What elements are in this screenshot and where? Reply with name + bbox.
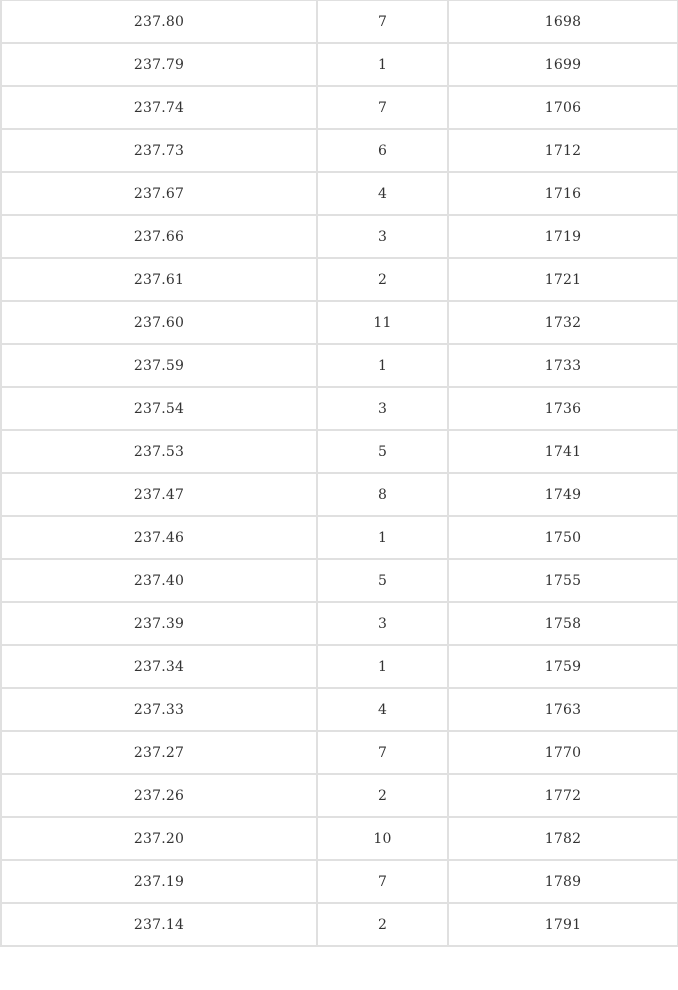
score-cell: 237.39 bbox=[1, 602, 317, 645]
cumulative-cell: 1755 bbox=[448, 559, 678, 602]
cumulative-cell: 1712 bbox=[448, 129, 678, 172]
table-row bbox=[1, 817, 678, 860]
cumulative-cell: 1736 bbox=[448, 387, 678, 430]
score-cell: 237.66 bbox=[1, 215, 317, 258]
count-cell: 2 bbox=[317, 258, 448, 301]
cumulative-cell: 1770 bbox=[448, 731, 678, 774]
table-row bbox=[1, 129, 678, 172]
cumulative-cell: 1698 bbox=[448, 0, 678, 43]
score-cell: 237.40 bbox=[1, 559, 317, 602]
count-cell: 1 bbox=[317, 43, 448, 86]
score-cell: 237.19 bbox=[1, 860, 317, 903]
score-cell: 237.34 bbox=[1, 645, 317, 688]
cumulative-cell: 1749 bbox=[448, 473, 678, 516]
score-cell: 237.27 bbox=[1, 731, 317, 774]
count-cell: 3 bbox=[317, 215, 448, 258]
cumulative-cell: 1706 bbox=[448, 86, 678, 129]
table-row bbox=[1, 860, 678, 903]
cumulative-cell: 1759 bbox=[448, 645, 678, 688]
table-row bbox=[1, 731, 678, 774]
count-cell: 6 bbox=[317, 129, 448, 172]
table-body bbox=[1, 0, 678, 946]
count-cell: 2 bbox=[317, 774, 448, 817]
table-row bbox=[1, 473, 678, 516]
score-cell: 237.33 bbox=[1, 688, 317, 731]
score-cell: 237.59 bbox=[1, 344, 317, 387]
score-cell: 237.47 bbox=[1, 473, 317, 516]
score-cell: 237.74 bbox=[1, 86, 317, 129]
cumulative-cell: 1763 bbox=[448, 688, 678, 731]
table-row bbox=[1, 387, 678, 430]
cumulative-cell: 1791 bbox=[448, 903, 678, 946]
score-cell: 237.53 bbox=[1, 430, 317, 473]
score-cell: 237.73 bbox=[1, 129, 317, 172]
count-cell: 5 bbox=[317, 559, 448, 602]
cumulative-cell: 1758 bbox=[448, 602, 678, 645]
table-row bbox=[1, 301, 678, 344]
table-row bbox=[1, 516, 678, 559]
table-row bbox=[1, 0, 678, 43]
count-cell: 1 bbox=[317, 645, 448, 688]
table-row bbox=[1, 774, 678, 817]
cumulative-cell: 1782 bbox=[448, 817, 678, 860]
table-row bbox=[1, 688, 678, 731]
count-cell: 2 bbox=[317, 903, 448, 946]
score-cell: 237.46 bbox=[1, 516, 317, 559]
count-cell: 7 bbox=[317, 86, 448, 129]
count-cell: 5 bbox=[317, 430, 448, 473]
count-cell: 7 bbox=[317, 860, 448, 903]
cumulative-cell: 1772 bbox=[448, 774, 678, 817]
score-cell: 237.54 bbox=[1, 387, 317, 430]
table-row bbox=[1, 344, 678, 387]
score-cell: 237.26 bbox=[1, 774, 317, 817]
count-cell: 4 bbox=[317, 172, 448, 215]
cumulative-cell: 1716 bbox=[448, 172, 678, 215]
score-cell: 237.79 bbox=[1, 43, 317, 86]
table-row bbox=[1, 172, 678, 215]
table-row bbox=[1, 43, 678, 86]
cumulative-cell: 1721 bbox=[448, 258, 678, 301]
count-cell: 1 bbox=[317, 344, 448, 387]
score-cell: 237.60 bbox=[1, 301, 317, 344]
count-cell: 3 bbox=[317, 387, 448, 430]
score-cell: 237.20 bbox=[1, 817, 317, 860]
count-cell: 7 bbox=[317, 0, 448, 43]
score-cell: 237.61 bbox=[1, 258, 317, 301]
score-cell: 237.14 bbox=[1, 903, 317, 946]
table-row bbox=[1, 559, 678, 602]
cumulative-cell: 1750 bbox=[448, 516, 678, 559]
cumulative-cell: 1741 bbox=[448, 430, 678, 473]
table-row bbox=[1, 215, 678, 258]
table-row bbox=[1, 602, 678, 645]
table-row bbox=[1, 430, 678, 473]
count-cell: 11 bbox=[317, 301, 448, 344]
table-row bbox=[1, 645, 678, 688]
count-cell: 7 bbox=[317, 731, 448, 774]
table-row bbox=[1, 903, 678, 946]
table-row bbox=[1, 86, 678, 129]
cumulative-cell: 1733 bbox=[448, 344, 678, 387]
score-cell: 237.80 bbox=[1, 0, 317, 43]
count-cell: 4 bbox=[317, 688, 448, 731]
score-cell: 237.67 bbox=[1, 172, 317, 215]
count-cell: 1 bbox=[317, 516, 448, 559]
cumulative-cell: 1732 bbox=[448, 301, 678, 344]
cumulative-cell: 1789 bbox=[448, 860, 678, 903]
cumulative-cell: 1699 bbox=[448, 43, 678, 86]
count-cell: 8 bbox=[317, 473, 448, 516]
cumulative-cell: 1719 bbox=[448, 215, 678, 258]
count-cell: 10 bbox=[317, 817, 448, 860]
count-cell: 3 bbox=[317, 602, 448, 645]
table-row bbox=[1, 258, 678, 301]
